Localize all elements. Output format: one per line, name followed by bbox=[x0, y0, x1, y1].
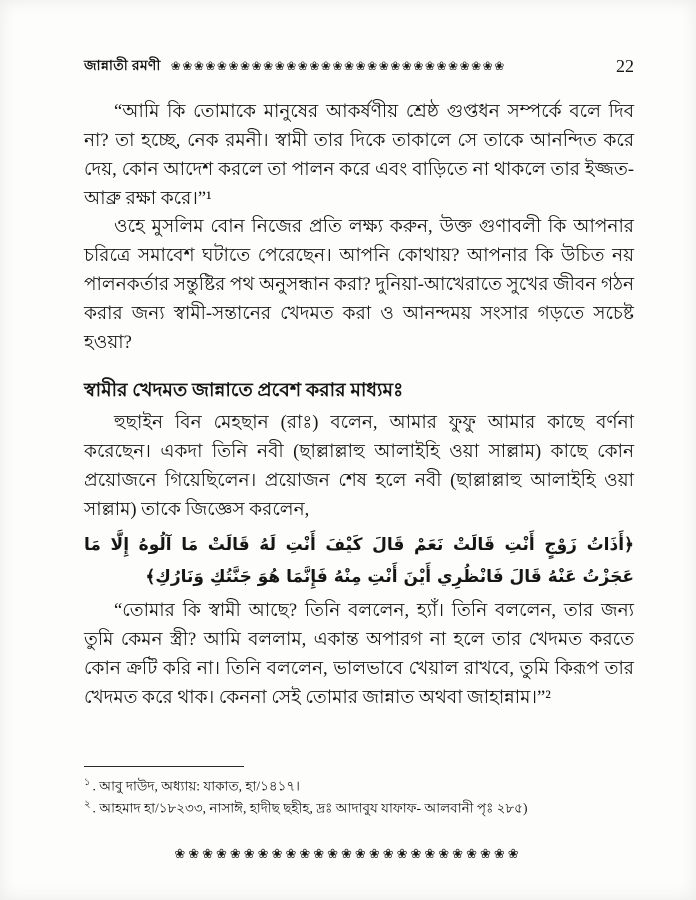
footnote-1 bbox=[84, 775, 634, 797]
footnote-2-text: . আহমাদ হা/১৮২৩৩, নাসাঈ, হাদীছ ছহীহ, দ্রঃ আদাবুয যাফাফ- আলবানী পৃঃ ২৮৫) bbox=[92, 800, 528, 816]
section-heading: স্বামীর খেদমত জান্নাতে প্রবেশ করার মাধ্যমঃ bbox=[84, 379, 404, 401]
running-head-title: জান্নাতী রমণী bbox=[84, 59, 161, 74]
footnote-2 bbox=[84, 797, 634, 819]
footnote-section bbox=[84, 766, 634, 820]
paragraph-exhortation: ওহে মুসলিম বোন নিজের প্রতি লক্ষ্য করুন, উক্ত গুণাবলী কি আপনার চরিত্রে সমাবেশ ঘটাতে পেরেছেন। আপনি কোথায়? আপনার কি উচিত নয় পালনকর্তার সন্তুষ্টির পথ অনুসন্ধান করা? দুনিয়া-আখেরাতে সুখের জীবন গঠন করার জন্য স্বামী-সন্তানের খেদমত করা ও আনন্দময় সংসার গড়তে সচেষ্ট হওয়া? bbox=[84, 217, 634, 353]
page-body bbox=[84, 98, 634, 713]
footnote-2-marker: ২ bbox=[84, 799, 91, 811]
footnote-1-text: . আবু দাউদ, অধ্যায়: যাকাত, হা/১৪১৭। bbox=[92, 778, 300, 794]
paragraph-hadith-translation: “তোমার কি স্বামী আছে? তিনি বললেন, হ্যাঁ। তিনি বললেন, তার জন্য তুমি কেমন স্ত্রী? আমি বললাম, একান্ত অপারগ না হলে তার খেদমত করতে কোন ক্রটি করি না। তিনি বললেন, ভালভাবে খেয়াল রাখবে, তুমি কিরূপ তার খেদমত করে থাক। কেননা সেই তোমার জান্নাত অথবা জাহান্নাম।”² bbox=[84, 601, 634, 708]
page-header bbox=[84, 54, 634, 78]
page-number: 22 bbox=[616, 55, 634, 76]
paragraph-opening-quote: “আমি কি তোমাকে মানুষের আকর্ষণীয় শ্রেষ্ঠ গুপ্তধন সম্পর্কে বলে দিব না? তা হচ্ছে, নেক রমনী। স্বামী তার দিকে তাকালে সে তাকে আনন্দিত করে দেয়, কোন আদেশ করলে তা পালন করে এবং বাড়িতে না থাকলে তার ইজ্জত-আব্রু রক্ষা করে।”¹ bbox=[84, 102, 634, 209]
header-ornament-row: ❀❀❀❀❀❀❀❀❀❀❀❀❀❀❀❀❀❀❀❀❀❀❀❀❀❀❀❀❀ bbox=[170, 58, 506, 73]
footnote-divider bbox=[84, 766, 244, 767]
footer-ornament-row: ❀❀❀❀❀❀❀❀❀❀❀❀❀❀❀❀❀❀❀❀❀❀❀❀❀ bbox=[174, 846, 522, 861]
arabic-hadith-text: ﴿أَذَاتُ زَوْجٍ أَنْتِ قَالَتْ نَعَمْ قَالَ كَيْفَ أَنْتِ لَهُ قَالَتْ مَا آلُوهُ إِلَّا مَا عَجَزْتُ عَنْهُ قَالَ فَانْظُرِي أَيْنَ أَنْتِ مِنْهُ فَإِنَّمَا هُوَ جَنَّتُكِ وَنَارُكِ﴾ bbox=[84, 534, 634, 588]
footnote-1-marker: ১ bbox=[84, 777, 91, 788]
paragraph-hadith-intro: হুছাইন বিন মেহছান (রাঃ) বলেন, আমার ফুফু আমার কাছে বর্ণনা করেছেন। একদা তিনি নবী (ছাল্লাল্লাহু আলাইহি ওয়া সাল্লাম) কাছে কোন প্রয়োজনে গিয়েছিলেন। প্রয়োজন শেষ হলে নবী (ছাল্লাল্লাহু আলাইহি ওয়া সাল্লাম) তাকে জিজ্ঞেস করলেন, bbox=[84, 413, 634, 520]
